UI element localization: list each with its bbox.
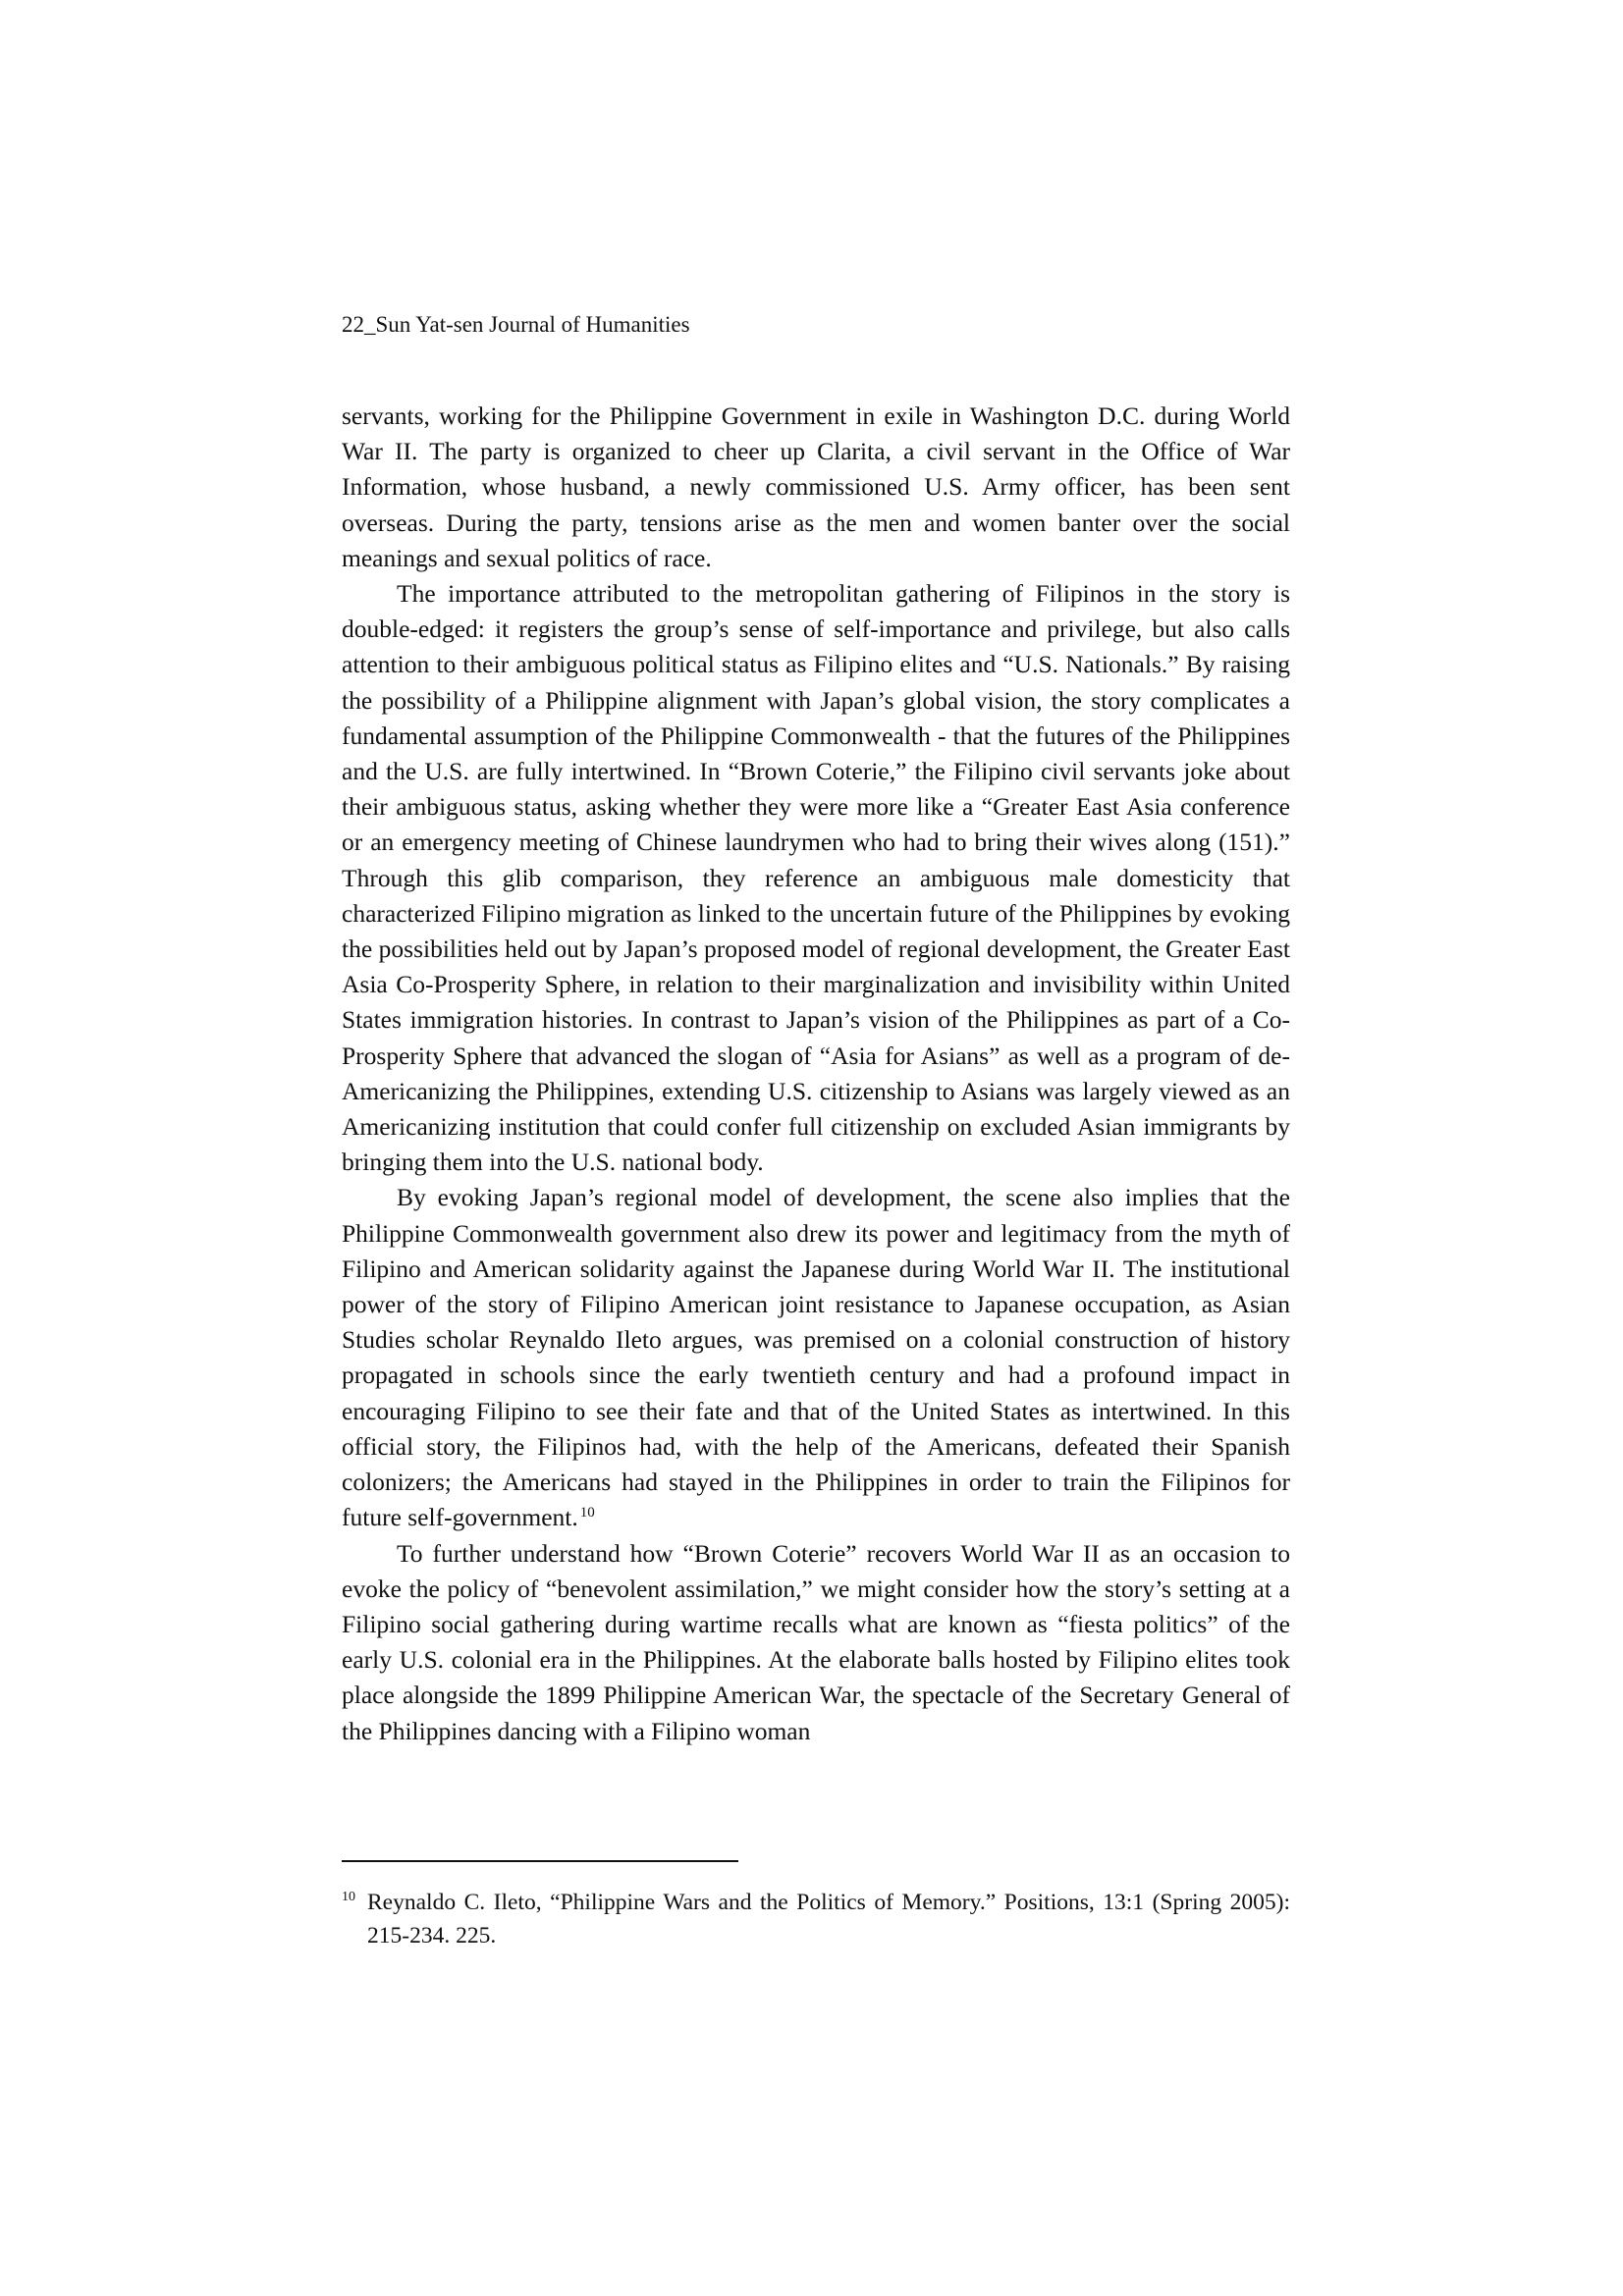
footnote-reference-10[interactable]: 10 (579, 1504, 595, 1521)
footnote-10: 10 Reynaldo C. Ileto, “Philippine Wars and the Politics of Memory.” Positions, 13:1 (Spring 2005): 215-234. 225. (342, 1890, 1290, 1949)
footnotes (342, 1886, 1290, 1952)
body-text (342, 399, 1290, 1749)
footnote-text: Reynaldo C. Ileto, “Philippine Wars and the Politics of Memory.” Positions, 13:1 (Spring 2005): 215-234. 225. (367, 1890, 1290, 1949)
paragraph-2: The importance attributed to the metropolitan gathering of Filipinos in the story is double-edged: it registers the group’s sense of self-importance and privilege, but also calls attention to their ambiguous political status as Filipino elites and “U.S. Nationals.” By raising the possibility of a Philippine alignment with Japan’s global vision, the story complicates a fundamental assumption of the Philippine Commonwealth - that the futures of the Philippines and the U.S. are fully intertwined. In “Brown Coterie,” the Filipino civil servants joke about their ambiguous status, asking whether they were more like a “Greater East Asia conference or an emergency meeting of Chinese laundrymen who had to bring their wives along (151).” Through this glib comparison, they reference an ambiguous male domesticity that characterized Filipino migration as linked to the uncertain future of the Philippines by evoking the possibilities held out by Japan’s proposed model of regional development, the Greater East Asia Co-Prosperity Sphere, in relation to their marginalization and invisibility within United States immigration histories. In contrast to Japan’s vision of the Philippines as part of a Co-Prosperity Sphere that advanced the slogan of “Asia for Asians” as well as a program of de-Americanizing the Philippines, extending U.S. citizenship to Asians was largely viewed as an Americanizing institution that could confer full citizenship on excluded Asian immigrants by bringing them into the U.S. national body. (342, 579, 1290, 1177)
paragraph-3 (342, 1180, 1290, 1535)
paragraph-4: To further understand how “Brown Coterie” recovers World War II as an occasion to evoke the policy of “benevolent assimilation,” we might consider how the story’s setting at a Filipino social gathering during wartime recalls what are known as “fiesta politics” of the early U.S. colonial era in the Philippines. At the elaborate balls hosted by Filipino elites took place alongside the 1899 Philippine American War, the spectacle of the Secretary General of the Philippines dancing with a Filipino woman (342, 1538, 1290, 1745)
running-header: 22_Sun Yat-sen Journal of Humanities (342, 312, 690, 337)
paragraph-1: servants, working for the Philippine Government in exile in Washington D.C. during World War II. The party is organized to cheer up Clarita, a civil servant in the Office of War Information, whose husband, a newly commissioned U.S. Army officer, has been sent overseas. During the party, tensions arise as the men and women banter over the social meanings and sexual politics of race. (342, 401, 1290, 572)
footnote-separator (342, 1860, 738, 1862)
paragraph-3-text: By evoking Japan’s regional model of development, the scene also implies that the Philippine Commonwealth government also drew its power and legitimacy from the myth of Filipino and American solidarity against the Japanese during World War II. The institutional power of the story of Filipino American joint resistance to Japanese occupation, as Asian Studies scholar Reynaldo Ileto argues, was premised on a colonial construction of history propagated in schools since the early twentieth century and had a profound impact in encouraging Filipino to see their fate and that of the United States as intertwined. In this official story, the Filipinos had, with the help of the Americans, defeated their Spanish colonizers; the Americans had stayed in the Philippines in order to train the Filipinos for future self-government. (342, 1183, 1290, 1532)
